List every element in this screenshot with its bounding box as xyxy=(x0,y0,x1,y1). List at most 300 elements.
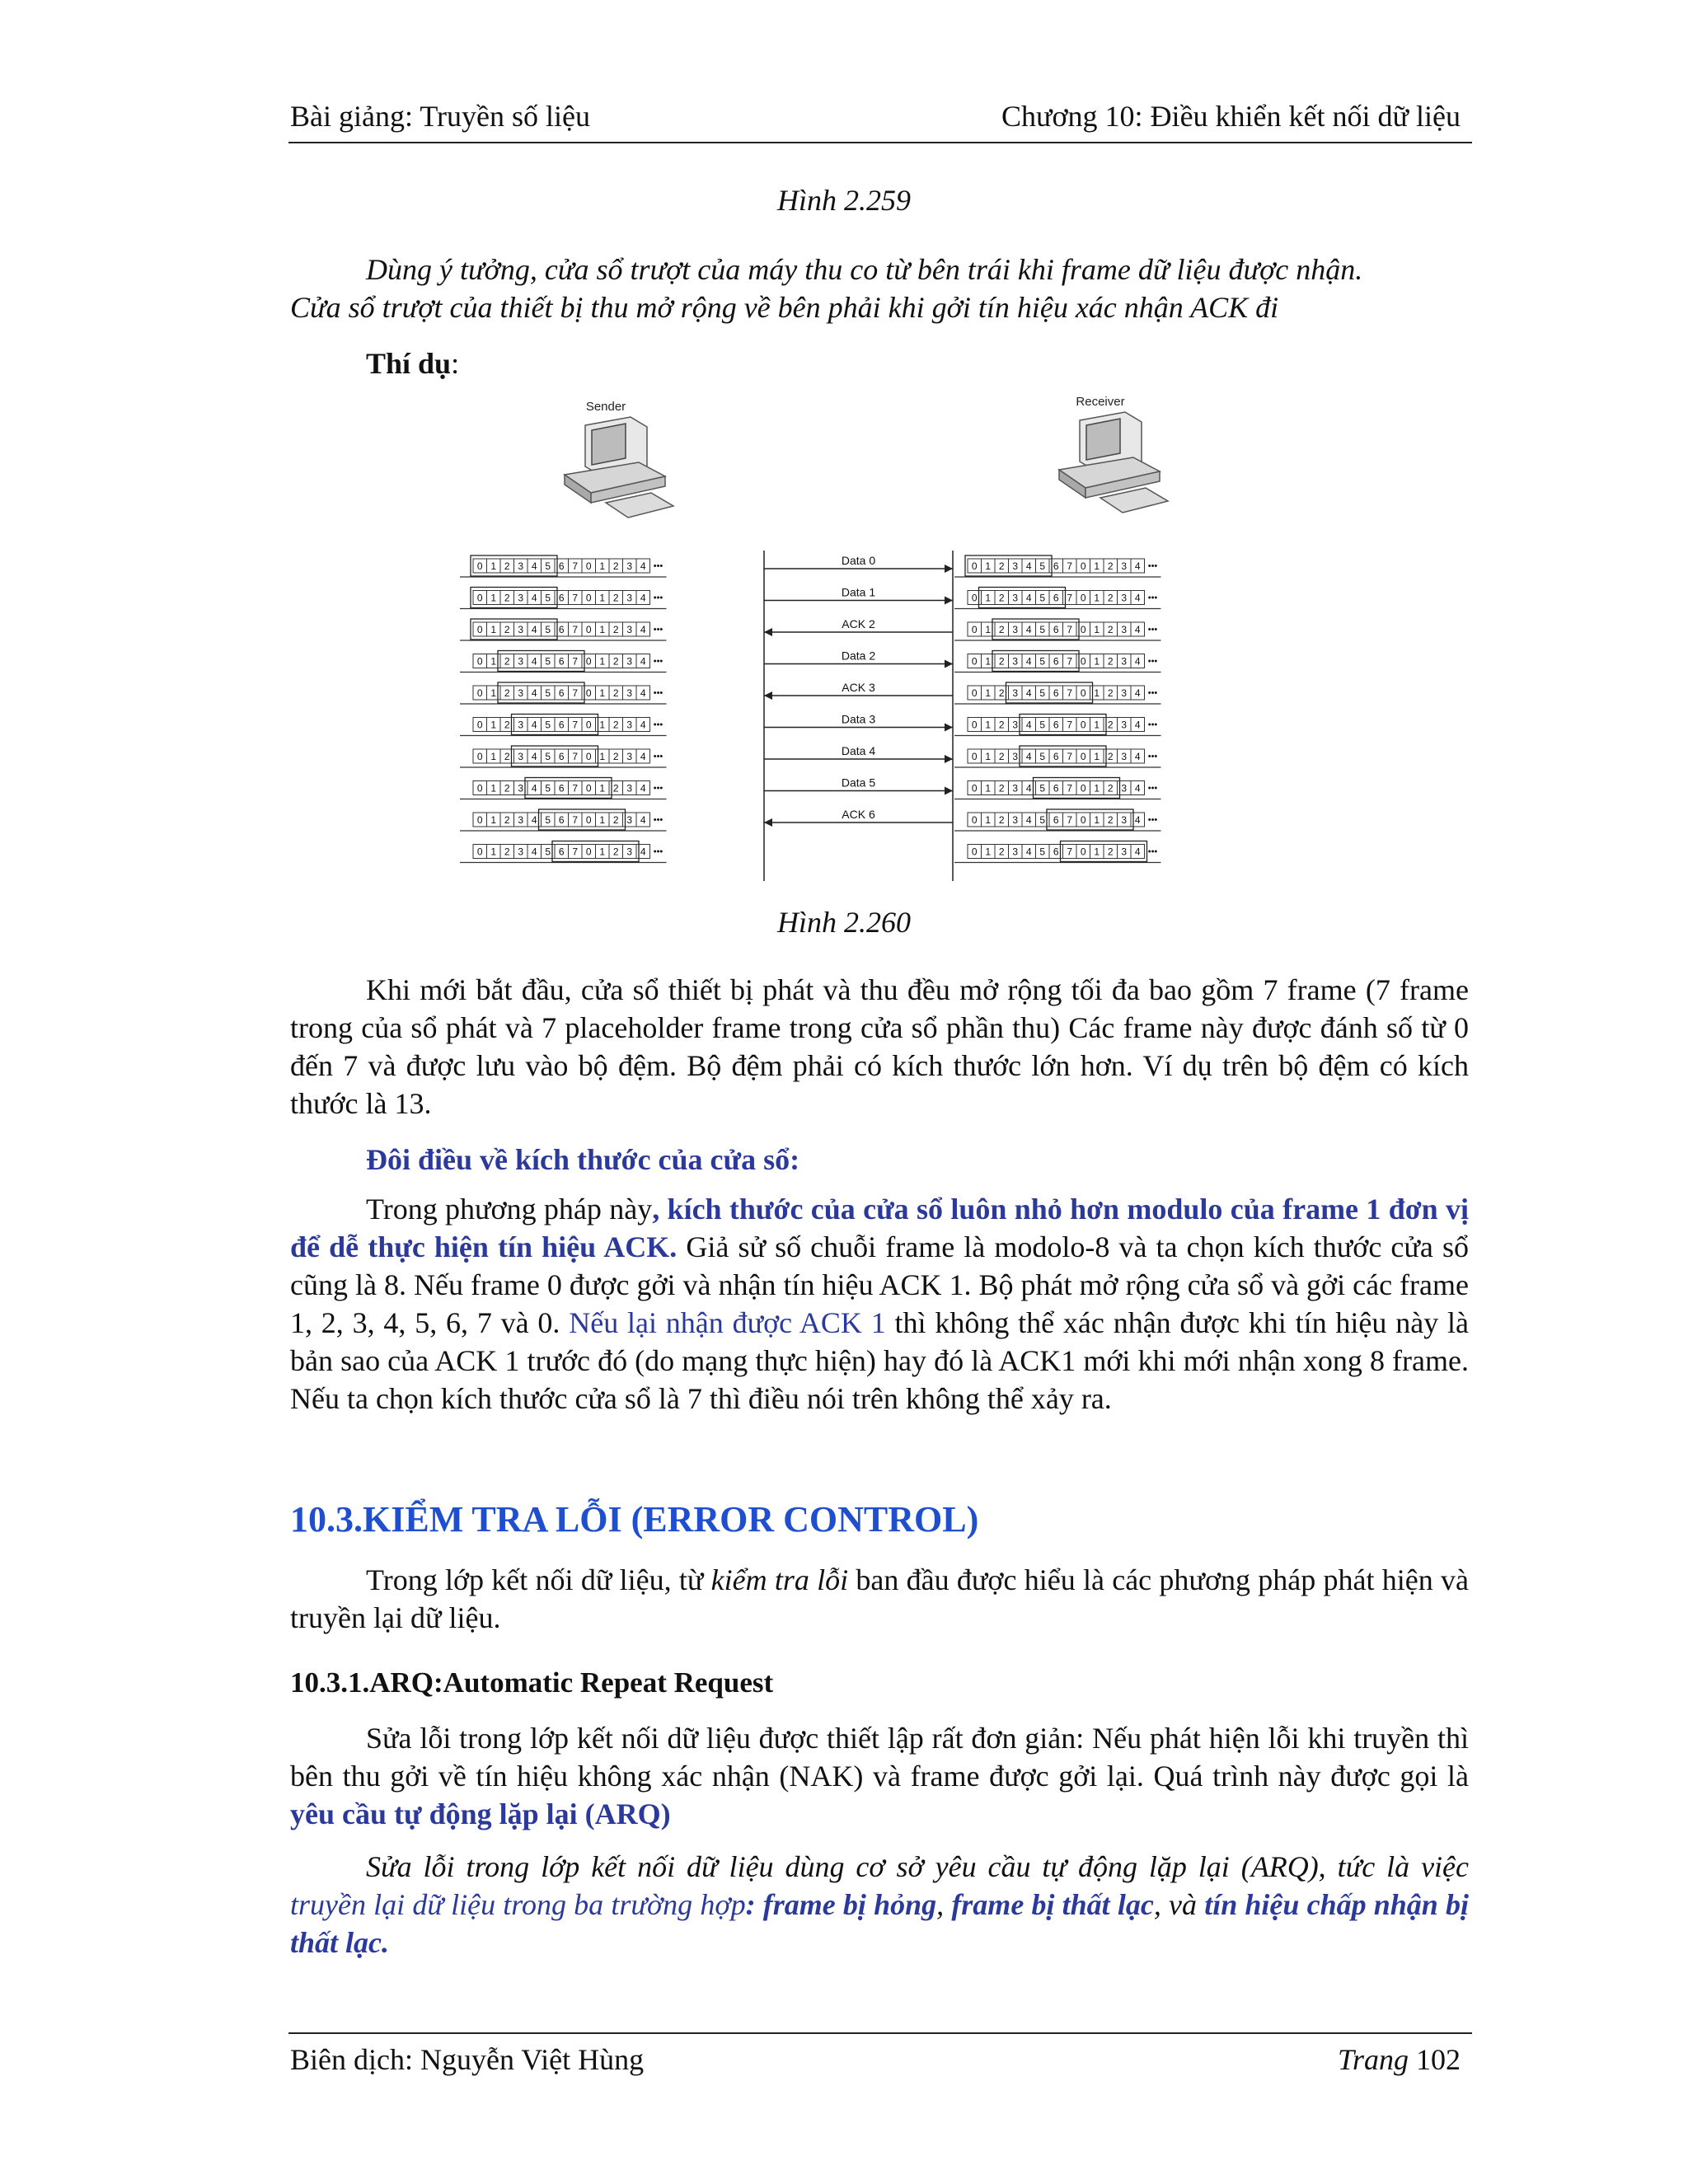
frame-number: 4 xyxy=(531,846,537,858)
frame-number: 3 xyxy=(1121,687,1128,699)
sender-window-row xyxy=(460,841,667,863)
frame-number: 2 xyxy=(998,846,1005,858)
more-indicator: ••• xyxy=(653,846,663,857)
paragraph-error-control xyxy=(290,1561,1469,1637)
receiver-window-row xyxy=(954,588,1161,609)
more-indicator: ••• xyxy=(1147,719,1158,730)
frame-number: 4 xyxy=(1025,782,1032,794)
frame-number: 3 xyxy=(626,814,633,826)
more-indicator: ••• xyxy=(653,561,663,571)
frame-number: 4 xyxy=(531,782,537,794)
receiver-window-row xyxy=(954,619,1161,640)
p3-a: Trong lớp kết nối dữ liệu, từ xyxy=(366,1563,711,1596)
header-rule xyxy=(288,142,1472,143)
paragraph-arq xyxy=(290,1719,1469,1833)
frame-number: 5 xyxy=(545,782,551,794)
frame-number: 1 xyxy=(985,846,992,858)
p3-c: ban đầu được hiểu là các phương pháp phát hiện và truyền lại dữ liệu. xyxy=(290,1563,1469,1634)
frame-number: 6 xyxy=(558,846,565,858)
frame-number: 0 xyxy=(971,719,978,731)
frame-number: 2 xyxy=(998,592,1005,604)
frame-number: 5 xyxy=(1039,751,1046,762)
frame-number: 2 xyxy=(612,751,619,762)
frame-number: 2 xyxy=(504,719,510,731)
more-indicator: ••• xyxy=(1147,561,1158,571)
frame-number: 3 xyxy=(1012,846,1019,858)
frame-number: 0 xyxy=(585,687,592,699)
frame-number: 7 xyxy=(1067,592,1073,604)
frame-number: 2 xyxy=(998,655,1005,668)
frame-number: 5 xyxy=(545,687,551,699)
frame-number: 4 xyxy=(1134,719,1141,731)
frame-number: 1 xyxy=(1094,846,1100,858)
frame-number: 7 xyxy=(572,624,579,635)
p5-f: , và xyxy=(1153,1888,1205,1921)
frame-number: 2 xyxy=(504,592,510,604)
frame-number: 1 xyxy=(985,782,992,794)
frame-number: 0 xyxy=(476,655,483,668)
message-label: Data 5 xyxy=(841,776,876,790)
frame-number: 7 xyxy=(572,814,579,826)
arrowhead xyxy=(945,724,953,732)
frame-number: 4 xyxy=(1025,687,1032,699)
frame-number: 4 xyxy=(1134,624,1141,635)
frame-number: 2 xyxy=(504,846,510,858)
frame-number: 4 xyxy=(640,624,646,635)
frame-number: 4 xyxy=(531,751,537,762)
frame-number: 0 xyxy=(476,560,483,572)
sender-window-row xyxy=(460,715,667,736)
p5-g: tín hiệu chấp nhận bị thất lạc. xyxy=(290,1888,1470,1959)
frame-number: 3 xyxy=(626,687,633,699)
frame-number: 1 xyxy=(985,814,992,826)
arrowhead xyxy=(764,818,772,827)
frame-number: 4 xyxy=(640,687,646,699)
p2-highlight: , kích thước của cửa sổ luôn nhỏ hơn modulo của frame 1 đơn vị để dễ thực hiện tín hiệu ACK. xyxy=(290,1193,1470,1263)
frame-number: 4 xyxy=(640,846,646,858)
frame-number: 3 xyxy=(518,560,524,572)
frame-number: 2 xyxy=(504,782,510,794)
frame-number: 7 xyxy=(1067,846,1073,858)
frame-number: 0 xyxy=(1080,560,1086,572)
frame-number: 2 xyxy=(998,814,1005,826)
receiver-window-row xyxy=(954,746,1161,767)
frame-number: 2 xyxy=(998,782,1005,794)
frame-number: 0 xyxy=(971,751,978,762)
frame-number: 0 xyxy=(585,846,592,858)
frame-number: 2 xyxy=(1107,719,1114,731)
subheading-window-size: Đôi điều về kích thước của cửa sổ: xyxy=(366,1143,800,1176)
more-indicator: ••• xyxy=(1147,783,1158,794)
more-indicator: ••• xyxy=(653,752,663,762)
frame-number: 1 xyxy=(490,782,497,794)
frame-number: 5 xyxy=(1039,719,1046,731)
receiver-label: Receiver xyxy=(1076,395,1125,409)
frame-number: 1 xyxy=(985,624,992,635)
frame-number: 7 xyxy=(572,560,579,572)
frame-number: 1 xyxy=(985,751,992,762)
frame-number: 3 xyxy=(1012,751,1019,762)
frame-number: 5 xyxy=(1039,655,1046,668)
message-ack-6 xyxy=(764,808,953,827)
frame-number: 7 xyxy=(572,719,579,731)
frame-number: 2 xyxy=(504,655,510,668)
receiver-window-row xyxy=(954,809,1161,831)
frame-number: 3 xyxy=(518,687,524,699)
frame-number: 6 xyxy=(1053,814,1059,826)
frame-number: 2 xyxy=(612,814,619,826)
frame-number: 1 xyxy=(490,655,497,668)
section-heading-error-control: 10.3.KIỂM TRA LỖI (ERROR CONTROL) xyxy=(290,1499,979,1540)
frame-number: 6 xyxy=(558,814,565,826)
more-indicator: ••• xyxy=(653,783,663,794)
frame-number: 0 xyxy=(1080,687,1086,699)
frame-number: 1 xyxy=(599,592,606,604)
p2-a: Trong phương pháp này xyxy=(366,1193,653,1226)
message-data-1 xyxy=(764,586,953,605)
frame-number: 4 xyxy=(1025,814,1032,826)
frame-number: 6 xyxy=(1053,592,1059,604)
frame-number: 3 xyxy=(1121,814,1128,826)
frame-number: 3 xyxy=(1121,782,1128,794)
frame-number: 3 xyxy=(1121,592,1128,604)
frame-number: 3 xyxy=(1121,846,1128,858)
frame-number: 5 xyxy=(545,814,551,826)
message-data-4 xyxy=(764,744,953,763)
frame-number: 2 xyxy=(998,719,1005,731)
frame-number: 5 xyxy=(545,592,551,604)
message-data-0 xyxy=(764,554,953,573)
frame-number: 0 xyxy=(476,719,483,731)
frame-number: 4 xyxy=(531,655,537,668)
frame-number: 3 xyxy=(1121,560,1128,572)
frame-number: 7 xyxy=(1067,655,1073,668)
frame-number: 7 xyxy=(1067,560,1073,572)
frame-number: 4 xyxy=(1025,751,1032,762)
receiver-window-row xyxy=(954,778,1161,799)
p2-e: thì không thể xác nhận được khi tín hiệu này là bản sao của ACK 1 trước đó (do mạng thực hiện) hay đó là ACK1 mới khi mới nhận xong 8 frame. Nếu ta chọn kích thước cửa sổ là 7 thì điều nói trên không thể xảy ra. xyxy=(290,1306,1469,1415)
frame-number: 5 xyxy=(545,624,551,635)
frame-number: 0 xyxy=(585,782,592,794)
frame-number: 1 xyxy=(1094,719,1100,731)
frame-number: 0 xyxy=(1080,592,1086,604)
message-label: Data 1 xyxy=(841,585,876,599)
frame-number: 1 xyxy=(490,719,497,731)
subsection-heading-arq: 10.3.1.ARQ:Automatic Repeat Request xyxy=(290,1666,774,1699)
frame-number: 6 xyxy=(1053,655,1059,668)
frame-number: 1 xyxy=(1094,782,1100,794)
example-label-line xyxy=(366,344,860,382)
frame-number: 5 xyxy=(545,846,551,858)
message-label: Data 3 xyxy=(841,712,876,726)
frame-number: 4 xyxy=(1025,624,1032,635)
frame-number: 0 xyxy=(585,719,592,731)
frame-number: 4 xyxy=(1134,751,1141,762)
sender-window-row xyxy=(460,682,667,704)
receiver-window-row xyxy=(954,682,1161,704)
frame-number: 3 xyxy=(518,846,524,858)
frame-number: 3 xyxy=(1121,624,1128,635)
intro-line-2: Cửa sổ trượt của thiết bị thu mở rộng về bên phải khi gởi tín hiệu xác nhận ACK đi xyxy=(290,291,1279,324)
frame-number: 7 xyxy=(1067,751,1073,762)
frame-number: 5 xyxy=(1039,687,1046,699)
frame-number: 2 xyxy=(504,814,510,826)
frame-number: 3 xyxy=(626,655,633,668)
frame-number: 5 xyxy=(545,719,551,731)
frame-number: 7 xyxy=(1067,624,1073,635)
footer-page xyxy=(1338,2042,1461,2077)
frame-number: 0 xyxy=(1080,655,1086,668)
frame-number: 4 xyxy=(531,687,537,699)
frame-number: 6 xyxy=(558,719,565,731)
frame-number: 7 xyxy=(572,751,579,762)
frame-number: 3 xyxy=(518,814,524,826)
frame-number: 2 xyxy=(1107,814,1114,826)
sender-window-row xyxy=(460,778,667,799)
frame-number: 1 xyxy=(1094,687,1100,699)
p3-term: kiểm tra lỗi xyxy=(710,1563,849,1596)
p5-d: , xyxy=(936,1888,952,1921)
message-data-2 xyxy=(764,649,953,668)
frame-number: 3 xyxy=(1012,560,1019,572)
frame-number: 7 xyxy=(572,592,579,604)
frame-number: 2 xyxy=(612,719,619,731)
frame-number: 4 xyxy=(640,719,646,731)
frame-number: 1 xyxy=(985,687,992,699)
frame-number: 0 xyxy=(585,814,592,826)
frame-number: 2 xyxy=(612,560,619,572)
frame-number: 4 xyxy=(1134,782,1141,794)
frame-number: 4 xyxy=(1134,592,1141,604)
frame-number: 7 xyxy=(572,846,579,858)
frame-number: 0 xyxy=(971,814,978,826)
frame-number: 3 xyxy=(626,624,633,635)
frame-number: 2 xyxy=(998,687,1005,699)
frame-number: 5 xyxy=(1039,782,1046,794)
frame-number: 1 xyxy=(490,751,497,762)
frame-number: 3 xyxy=(1012,624,1019,635)
message-data-5 xyxy=(764,776,953,795)
arrowhead xyxy=(945,787,953,795)
frame-number: 0 xyxy=(1080,814,1086,826)
more-indicator: ••• xyxy=(1147,846,1158,857)
frame-number: 6 xyxy=(1053,687,1059,699)
arrowhead xyxy=(945,755,953,763)
frame-number: 0 xyxy=(476,687,483,699)
frame-number: 3 xyxy=(626,846,633,858)
frame-number: 1 xyxy=(599,719,606,731)
frame-number: 0 xyxy=(971,782,978,794)
arrowhead xyxy=(945,565,953,573)
frame-number: 4 xyxy=(640,560,646,572)
frame-number: 6 xyxy=(558,592,565,604)
frame-number: 0 xyxy=(585,624,592,635)
frame-number: 2 xyxy=(998,751,1005,762)
receiver-window-row xyxy=(954,715,1161,736)
frame-number: 1 xyxy=(490,560,497,572)
sender-label: Sender xyxy=(585,400,626,414)
frame-number: 1 xyxy=(985,560,992,572)
frame-number: 1 xyxy=(599,687,606,699)
frame-number: 4 xyxy=(531,592,537,604)
more-indicator: ••• xyxy=(653,625,663,635)
frame-number: 7 xyxy=(1067,719,1073,731)
more-indicator: ••• xyxy=(1147,625,1158,635)
frame-number: 2 xyxy=(504,751,510,762)
frame-number: 5 xyxy=(1039,814,1046,826)
frame-number: 4 xyxy=(640,592,646,604)
more-indicator: ••• xyxy=(653,815,663,825)
frame-number: 4 xyxy=(531,624,537,635)
frame-number: 1 xyxy=(599,655,606,668)
footer-rule xyxy=(288,2032,1472,2034)
example-colon: : xyxy=(451,347,460,380)
monitor-screen xyxy=(1086,419,1120,460)
frame-number: 0 xyxy=(585,751,592,762)
frame-number: 3 xyxy=(626,560,633,572)
frame-number: 3 xyxy=(1012,592,1019,604)
more-indicator: ••• xyxy=(653,688,663,698)
p5-b: truyền lại dữ liệu trong ba trường hợp xyxy=(290,1888,746,1921)
frame-number: 4 xyxy=(1134,846,1141,858)
frame-number: 4 xyxy=(531,560,537,572)
more-indicator: ••• xyxy=(653,593,663,603)
paragraph-arq-cases xyxy=(290,1848,1469,1961)
frame-number: 1 xyxy=(490,624,497,635)
frame-number: 5 xyxy=(545,751,551,762)
frame-number: 3 xyxy=(626,782,633,794)
frame-number: 5 xyxy=(1039,592,1046,604)
frame-number: 0 xyxy=(585,560,592,572)
frame-number: 4 xyxy=(1025,846,1032,858)
arrowhead xyxy=(945,597,953,605)
frame-number: 1 xyxy=(1094,592,1100,604)
frame-number: 1 xyxy=(1094,655,1100,668)
message-ack-2 xyxy=(764,617,953,636)
frame-number: 4 xyxy=(1025,592,1032,604)
frame-number: 0 xyxy=(1080,719,1086,731)
more-indicator: ••• xyxy=(1147,593,1158,603)
sender-windows xyxy=(460,555,667,863)
more-indicator: ••• xyxy=(1147,815,1158,825)
message-ack-3 xyxy=(764,681,953,700)
frame-number: 3 xyxy=(518,655,524,668)
frame-number: 1 xyxy=(599,751,606,762)
frame-number: 1 xyxy=(985,655,992,668)
frame-number: 5 xyxy=(1039,624,1046,635)
frame-number: 2 xyxy=(504,560,510,572)
frame-number: 3 xyxy=(518,592,524,604)
sender-window-row xyxy=(460,809,667,831)
sender-window-row xyxy=(460,746,667,767)
frame-number: 2 xyxy=(612,624,619,635)
frame-number: 3 xyxy=(626,719,633,731)
frame-number: 7 xyxy=(1067,782,1073,794)
frame-number: 0 xyxy=(1080,751,1086,762)
frame-number: 6 xyxy=(1053,846,1059,858)
example-label: Thí dụ xyxy=(366,347,452,380)
message-label: Data 0 xyxy=(841,554,876,567)
frame-number: 4 xyxy=(640,655,646,668)
frame-number: 0 xyxy=(971,687,978,699)
arrowhead xyxy=(764,628,772,636)
frame-number: 3 xyxy=(1012,687,1019,699)
more-indicator: ••• xyxy=(653,656,663,667)
frame-number: 4 xyxy=(531,719,537,731)
frame-number: 1 xyxy=(1094,560,1100,572)
p2-c: Giả sử số chuỗi frame là modolo-8 và ta chọn kích thước cửa sổ cũng là 8. Nếu frame 0 được gởi và nhận tín hiệu ACK 1. Bộ phát mở rộng cửa sổ và gởi các frame 1, 2, 3, 4, 5, 6, 7 và 0. xyxy=(290,1230,1469,1339)
receiver-window-row xyxy=(954,651,1161,673)
paragraph-window-size xyxy=(290,1190,1469,1418)
frame-number: 4 xyxy=(1025,560,1032,572)
frame-number: 6 xyxy=(558,687,565,699)
header-course-title: Bài giảng: Truyền số liệu xyxy=(290,100,591,133)
frame-number: 7 xyxy=(1067,814,1073,826)
frame-number: 6 xyxy=(1053,624,1059,635)
page-label: Trang xyxy=(1337,2043,1409,2076)
sender-window-row xyxy=(460,555,667,577)
frame-number: 4 xyxy=(640,751,646,762)
frame-number: 0 xyxy=(476,814,483,826)
frame-number: 3 xyxy=(518,751,524,762)
frame-number: 5 xyxy=(545,560,551,572)
frame-number: 4 xyxy=(640,814,646,826)
frame-number: 0 xyxy=(476,846,483,858)
receiver-window-row xyxy=(954,555,1161,577)
frame-number: 7 xyxy=(572,655,579,668)
frame-number: 7 xyxy=(572,782,579,794)
frame-number: 4 xyxy=(640,782,646,794)
frame-number: 1 xyxy=(490,814,497,826)
frame-number: 1 xyxy=(599,814,606,826)
frame-number: 6 xyxy=(1053,782,1059,794)
frame-number: 3 xyxy=(1121,719,1128,731)
frame-number: 2 xyxy=(1107,560,1114,572)
frame-number: 7 xyxy=(572,687,579,699)
frame-number: 0 xyxy=(971,655,978,668)
p4-a: Sửa lỗi trong lớp kết nối dữ liệu được thiết lập rất đơn giản: Nếu phát hiện lỗi khi truyền thì bên thu gởi về tín hiệu không xác nhận (NAK) và frame được gởi lại. Quá trình này được gọi là xyxy=(290,1722,1469,1793)
frame-number: 6 xyxy=(558,560,565,572)
frame-number: 0 xyxy=(1080,624,1086,635)
receiver-window-row xyxy=(954,841,1161,863)
frame-number: 0 xyxy=(1080,846,1086,858)
frame-number: 4 xyxy=(1134,687,1141,699)
frame-number: 2 xyxy=(612,846,619,858)
more-indicator: ••• xyxy=(1147,752,1158,762)
frame-number: 5 xyxy=(1039,560,1046,572)
frame-number: 1 xyxy=(1094,751,1100,762)
frame-number: 4 xyxy=(531,814,537,826)
p5-e: frame bị thất lạc xyxy=(951,1888,1154,1921)
frame-number: 1 xyxy=(599,560,606,572)
frame-number: 2 xyxy=(1107,751,1114,762)
frame-number: 3 xyxy=(518,782,524,794)
header-chapter-title: Chương 10: Điều khiển kết nối dữ liệu xyxy=(1001,100,1461,133)
message-label: Data 4 xyxy=(841,744,876,757)
frame-number: 4 xyxy=(1134,814,1141,826)
frame-number: 1 xyxy=(490,592,497,604)
frame-number: 3 xyxy=(626,592,633,604)
p5-a: Sửa lỗi trong lớp kết nối dữ liệu dùng cơ sở yêu cầu tự động lặp lại (ARQ), tức là việc xyxy=(366,1850,1469,1883)
sliding-window-diagram xyxy=(453,394,1278,888)
frame-number: 2 xyxy=(1107,687,1114,699)
message-data-3 xyxy=(764,713,953,732)
message-label: ACK 6 xyxy=(842,808,875,821)
frame-number: 1 xyxy=(599,624,606,635)
frame-number: 0 xyxy=(476,782,483,794)
monitor-screen xyxy=(592,424,626,465)
frame-number: 0 xyxy=(585,655,592,668)
